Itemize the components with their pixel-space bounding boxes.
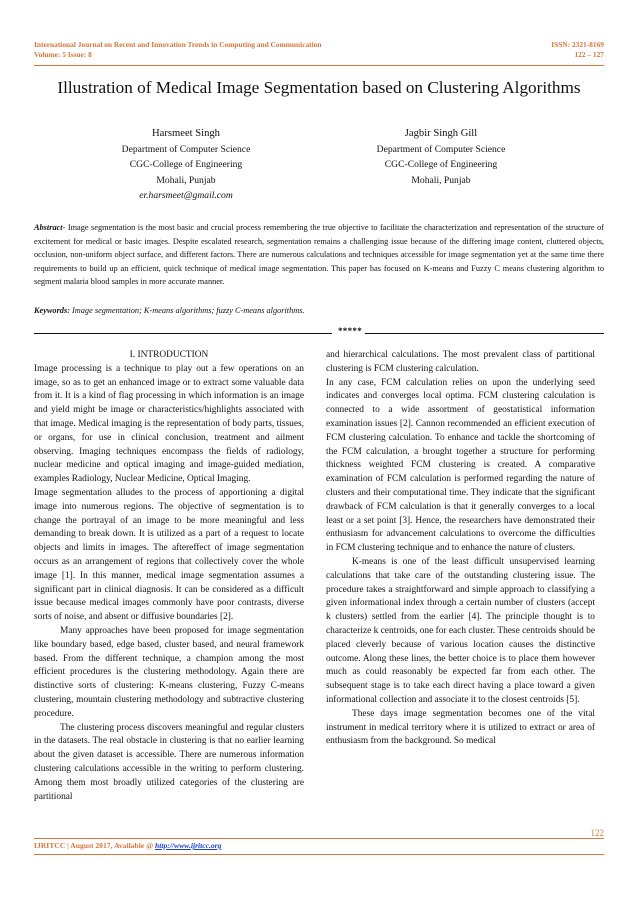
left-column	[34, 349, 304, 804]
author-dept: Department of Computer Science	[121, 143, 251, 155]
separator-line-left	[34, 333, 332, 334]
footer	[34, 841, 221, 850]
paragraph: The clustering process discovers meaningful and regular clusters in the datasets. The real obstacle in clustering is that no earlier learning about the given dataset is accessible. There are numerous information clustering calculations accessible in the writing to perform clustering. Among them most broadly utilized categories of the clustering are partitional	[34, 722, 304, 802]
footer-rule-bottom	[34, 854, 604, 855]
right-column	[326, 349, 595, 749]
footer-text: IJRITCC | August 2017, Available @	[34, 841, 156, 850]
abstract-text: - Image segmentation is the most basic and crucial process remembering the true objective to facilitate the characterization and representation of the structure of excitement for medical or basic images. Despite escalated research, segmentation remains a challenging issue because of the differing image content, cluttered objects, occlusion, non-uniform object surface, and different factors. There are numerous calculations and techniques accessible for image segmentation yet at the same time there requirements to build up an efficient, quick technique of medical image segmentation. This paper has focused on K-means and Fuzzy C means clustering algorithm to segment malaria blood samples in more accurate manner.	[34, 223, 604, 286]
paragraph: Image segmentation alludes to the process of apportioning a digital image into numerous regions. The objective of segmentation is to change the portrayal of an image to be more meaningful and less demanding to break down. It is utilized as a part of a request to locate objects and limits in images. The aftereffect of image segmentation occurs as an arrangement of regions that collectively cover the whole image [1]. In this manner, medical image segmentation assumes a significant part in clinical diagnosis. It can be considered as a difficult issue because medical images commonly have poor contrasts, diverse sorts of noise, and absent or diffusive boundaries [2].	[34, 487, 304, 623]
paragraph: and hierarchical calculations. The most prevalent class of partitional clustering is FCM clustering calculation.	[326, 350, 595, 374]
keywords-label: Keywords:	[34, 306, 70, 315]
keywords	[34, 306, 305, 315]
author-1	[86, 126, 286, 204]
footer-link[interactable]: http://www.ijritcc.org	[155, 841, 222, 850]
keywords-text: Image segmentation; K-means algorithms; fuzzy C-means algorithms.	[69, 306, 305, 315]
author-2	[341, 126, 541, 188]
author-org: CGC-College of Engineering	[129, 159, 243, 171]
paragraph: Image processing is a technique to play out a few operations on an image, so as to get an enhanced image or to extract some valuable data from it. It is a kind of flag processing in which information is an image and yield might be image or characteristics/highlights associated with that image. Medical imaging is the representation of body parts, tissues, or organs, for use in clinical conclusion, treatment and ailment observing. Imaging techniques encompass the fields of radiology, nuclear medicine and optical imaging and image-guided mediation, examples Radiology, Nuclear Medicine, Optical Imaging.	[34, 363, 304, 485]
paper-title: Illustration of Medical Image Segmentation based on Clustering Algorithms	[57, 78, 581, 97]
author-email[interactable]: er.harsmeet@gmail.com	[139, 190, 233, 202]
author-location: Mohali, Punjab	[156, 174, 216, 186]
paragraph: Many approaches have been proposed for image segmentation like boundary based, edge based, cluster based, and neural framework based. From the different technique, a champion among the most efficient procedures is the clustering methodology. Again there are distinctive sorts of clustering: K-means clustering, Fuzzy C-means clustering, mountain clustering methodology and subtractive clustering procedure.	[34, 625, 304, 719]
abstract-label: Abstract	[34, 223, 63, 232]
issn-info: ISSN: 2321-8169 122 – 127	[551, 40, 604, 59]
section-heading: I. INTRODUCTION	[129, 350, 209, 360]
separator-line-right	[365, 333, 604, 334]
author-org: CGC-College of Engineering	[384, 159, 498, 171]
paragraph: In any case, FCM calculation relies on upon the underlying seed indicates and converges local optima. FCM clustering calculation is connected to a wide assortment of geostatistical information examination issues [2]. Cannon recommended an efficient execution of FCM clustering calculation. To enhance and tackle the shortcoming of the FCM calculation, a brought together a structure for performing thickness weighted FCM clustering is created. A comparative examination of FCM calculation is performed regarding the nature of clusters and their computational time. They indicate that the significant drawback of FCM calculation is that it generally converges to a local least or a set point [3]. Hence, the researchers have demonstrated their enthusiasm for advancement calculations to overcome the difficulties in FCM clustering technique and to enhance the nature of clusters.	[326, 377, 595, 554]
paragraph: K-means is one of the least difficult unsupervised learning calculations that take care of the outstanding clustering issue. The procedure takes a straightforward and simple approach to classifying a given informational index through a certain number of clusters (accept k clusters) settled from the earlier [4]. The principle thought is to characterize k centroids, one for each cluster. These centroids should be placed cleverly because of various location causes the distinctive outcome. Along these lines, the better choice is to place them however much as could reasonably be expected far from each other. The subsequent stage is to take each direct having a place toward a given informational collection and associate it to the closest centroids [5].	[326, 556, 595, 705]
paragraph: These days image segmentation becomes one of the vital instrument in medical territory where it is utilized to extract or area of enthusiasm from the background. So medical	[326, 708, 595, 747]
page-number: 122	[590, 828, 604, 838]
section-separator	[34, 326, 604, 338]
author-dept: Department of Computer Science	[376, 143, 506, 155]
abstract	[34, 221, 604, 289]
header-rule	[34, 65, 604, 66]
footer-rule	[34, 838, 604, 839]
author-name: Jagbir Singh Gill	[404, 128, 478, 139]
author-location: Mohali, Punjab	[411, 174, 471, 186]
author-name: Harsmeet Singh	[152, 128, 220, 139]
journal-info: International Journal on Recent and Innovation Trends in Computing and Communication Volume: 5 Issue: 8	[34, 40, 322, 59]
separator-stars: *****	[338, 326, 362, 336]
